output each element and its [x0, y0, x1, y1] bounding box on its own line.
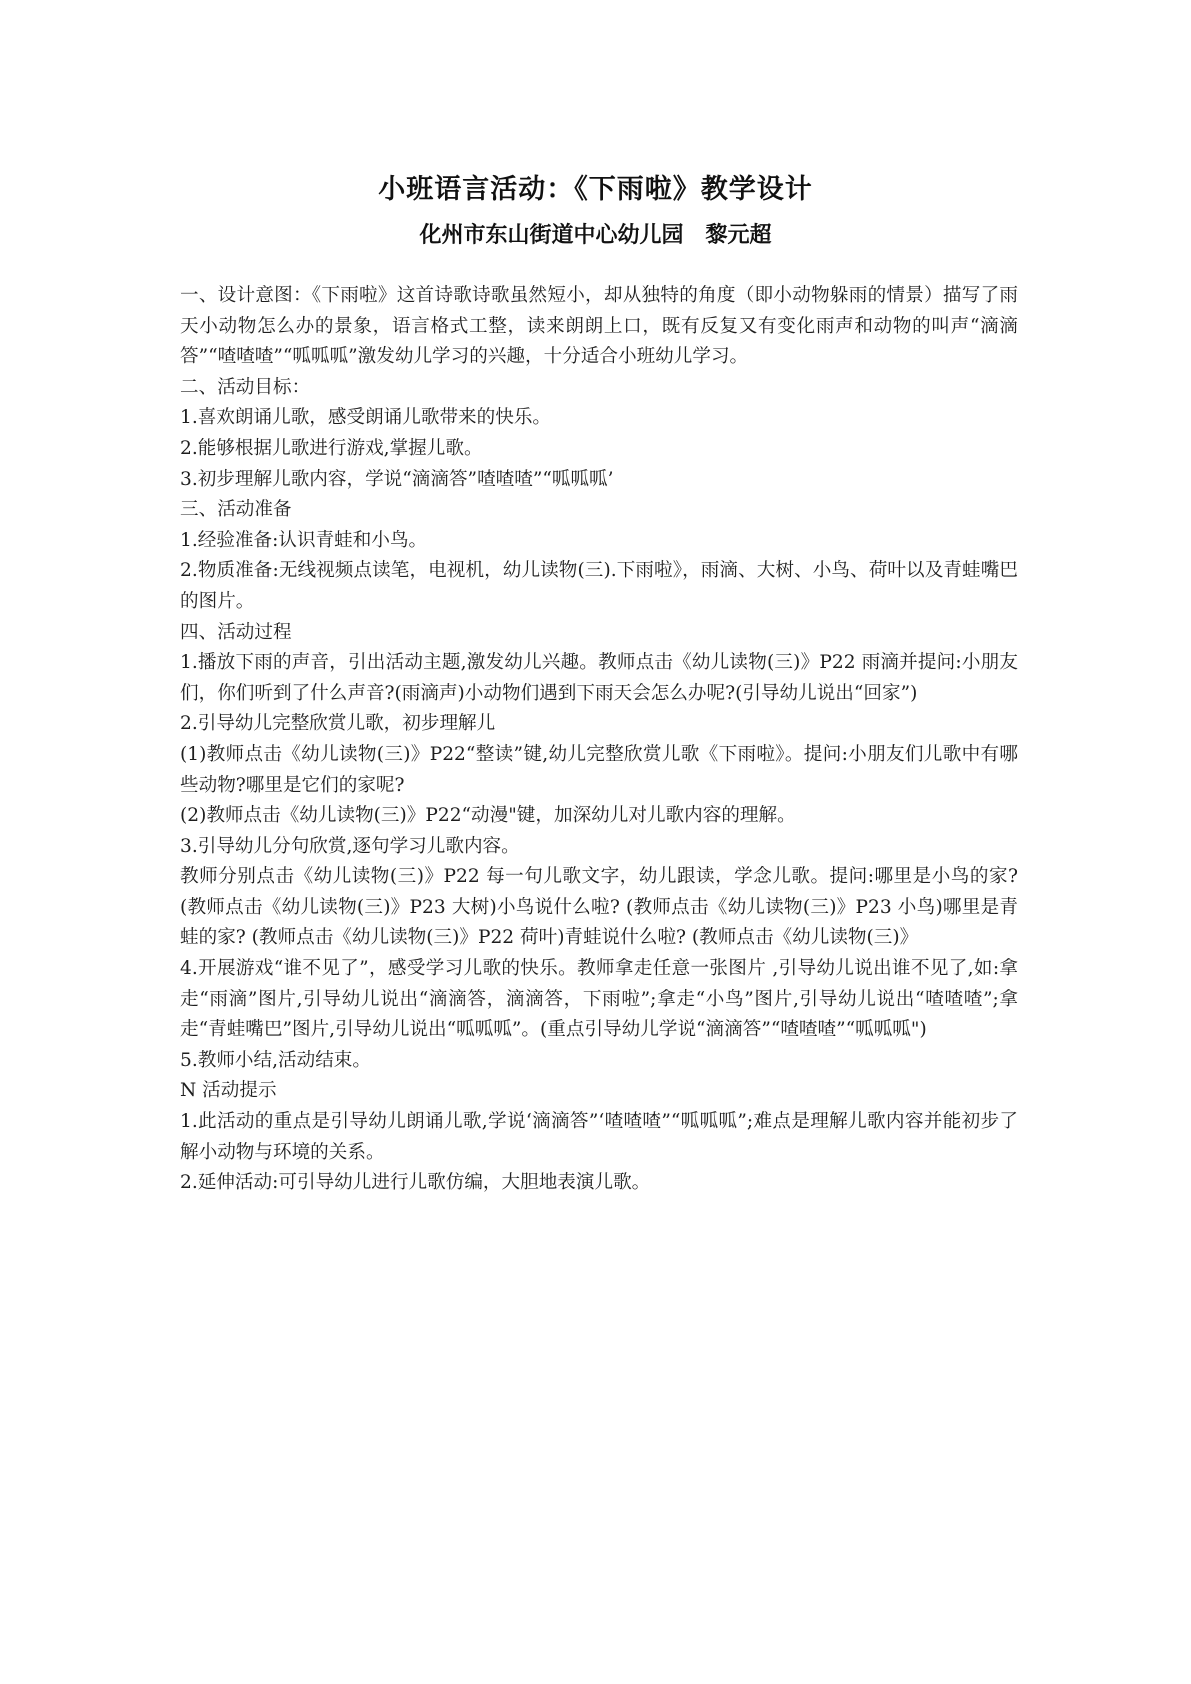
- document-body: [180, 281, 1018, 1199]
- process-step-3: 3.引导幼儿分句欣赏,逐句学习儿歌内容。: [180, 835, 520, 857]
- document-author-line: 化州市东山街道中心幼儿园 黎元超: [419, 222, 772, 248]
- heading-activity-goals: 二、活动目标：: [180, 376, 311, 398]
- tip-item-1: 1.此活动的重点是引导幼儿朗诵儿歌,学说‘滴滴答”‘喳喳喳”“呱呱呱”;难点是理解儿歌内容并能初步了解小动物与环境的关系。: [180, 1111, 1018, 1163]
- document-title: 小班语言活动：《下雨啦》教学设计: [378, 174, 813, 205]
- process-step-2-sub-2: (2)教师点击《幼儿读物(三)》P22“动漫"键，加深幼儿对儿歌内容的理解。: [180, 805, 796, 827]
- preparation-item-2: 2.物质准备:无线视频点读笔，电视机，幼儿读物(三).下雨啦》，雨滴、大树、小鸟、荷叶以及青蛙嘴巴的图片。: [180, 560, 1018, 612]
- goal-item-2: 2.能够根据儿歌进行游戏,掌握儿歌。: [180, 437, 483, 459]
- tip-item-2: 2.延伸活动:可引导幼儿进行儿歌仿编，大胆地表演儿歌。: [180, 1172, 651, 1194]
- heading-activity-tips: N 活动提示: [180, 1080, 277, 1102]
- process-step-4: 4.开展游戏“谁不见了”，感受学习儿歌的快乐。教师拿走任意一张图片 ,引导幼儿说出谁不见了,如:拿走“雨滴”图片,引导幼儿说出“滴滴答，滴滴答，下雨啦”;拿走“小鸟”图片,引导幼儿说出“喳喳喳”;拿走“青蛙嘴巴”图片,引导幼儿说出“呱呱呱”。(重点引导幼儿学说“滴滴答”“喳喳喳”“呱呱呱"): [180, 958, 1018, 1041]
- process-step-2-sub-1: (1)教师点击《幼儿读物(三)》P22“整读”键,幼儿完整欣赏儿歌《下雨啦》。提问:小朋友们儿歌中有哪些动物?哪里是它们的家呢?: [180, 743, 1018, 796]
- paragraph-design-intent: 一、设计意图：《下雨啦》这首诗歌诗歌虽然短小，却从独特的角度（即小动物躲雨的情景）描写了雨天小动物怎么办的景象，语言格式工整，读来朗朗上口，既有反复又有变化雨声和动物的叫声“滴滴答”“喳喳喳”“呱呱呱”激发幼儿学习的兴趣，十分适合小班幼儿学习。: [180, 285, 1018, 368]
- process-step-5: 5.教师小结,活动结束。: [180, 1049, 371, 1071]
- process-step-2: 2.引导幼儿完整欣赏儿歌，初步理解儿: [180, 713, 496, 735]
- goal-item-1: 1.喜欢朗诵儿歌，感受朗诵儿歌带来的快乐。: [180, 407, 552, 429]
- heading-activity-process: 四、活动过程: [180, 621, 292, 643]
- process-step-3-detail: 教师分别点击《幼儿读物(三)》P22 每一句儿歌文字，幼儿跟读，学念儿歌。提问:哪里是小鸟的家? (教师点击《幼儿读物(三)》P23 大树)小鸟说什么啦? (教师点击《幼儿读物(三)》P23 小鸟)哪里是青蛙的家? (教师点击《幼儿读物(三)》P22 荷叶)青蛙说什么啦? (教师点击《幼儿读物(三)》: [180, 866, 1018, 949]
- goal-item-3: 3.初步理解儿歌内容，学说“滴滴答”喳喳喳”“呱呱呱’: [180, 468, 614, 490]
- heading-activity-preparation: 三、活动准备: [180, 499, 292, 521]
- process-step-1: 1.播放下雨的声音，引出活动主题,激发幼儿兴趣。教师点击《幼儿读物(三)》P22 雨滴并提问:小朋友们，你们听到了什么声音?(雨滴声)小动物们遇到下雨天会怎么办呢?(引导幼儿说出“回家”): [180, 652, 1018, 704]
- preparation-item-1: 1.经验准备:认识青蛙和小鸟。: [180, 529, 428, 551]
